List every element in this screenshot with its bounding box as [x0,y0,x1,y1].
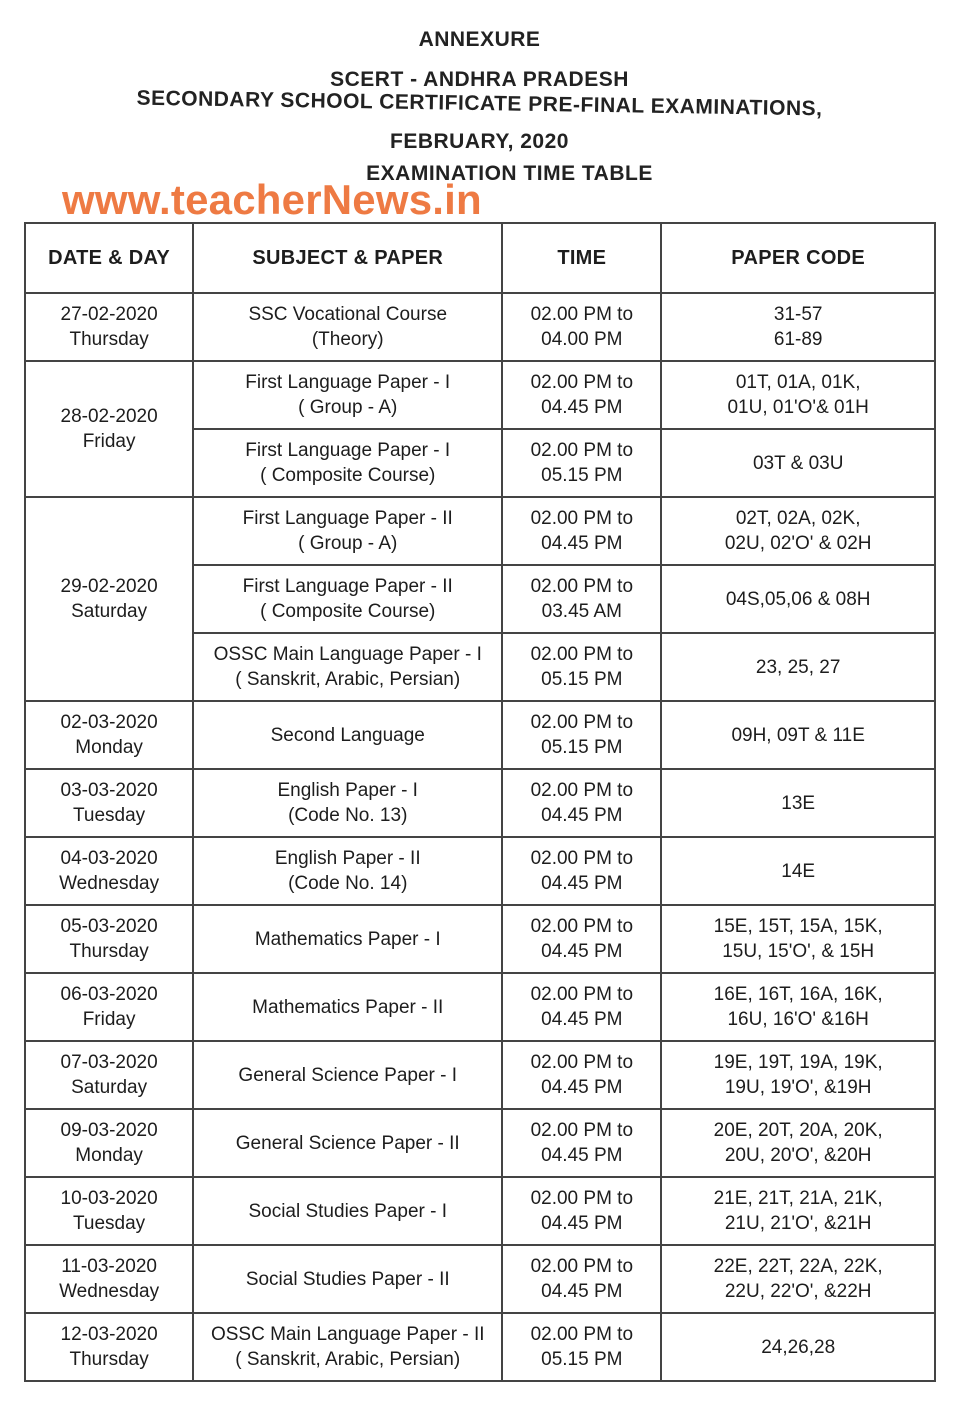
time-cell [502,1313,661,1381]
time-cell-line: 02.00 PM to [530,576,634,597]
subject-cell [193,837,502,905]
subject-cell [193,1041,502,1109]
paper-code-cell-line: 01T, 01A, 01K, [735,372,861,393]
time-cell-line: 04.45 PM [541,1213,623,1234]
subject-cell-line: First Language Paper - I [245,372,451,393]
table-row [25,769,935,837]
subject-cell [193,769,502,837]
subject-cell-line: General Science Paper - I [238,1064,458,1086]
subject-cell-line: First Language Paper - II [242,508,453,529]
time-cell-line: 05.15 PM [541,1349,623,1370]
paper-code-cell-line: 14E [781,860,816,882]
paper-code-cell-line: 16E, 16T, 16A, 16K, [713,984,883,1005]
paper-code-cell-line: 02T, 02A, 02K, [735,508,861,529]
paper-code-cell-line: 61-89 [773,329,823,350]
table-row [25,497,935,565]
table-row [25,837,935,905]
paper-code-cell-line: 20E, 20T, 20A, 20K, [713,1120,883,1141]
subject-cell-line: ( Group - A) [298,533,398,554]
time-cell-line: 03.45 AM [541,601,622,622]
date-day-cell [25,973,193,1041]
date-day-cell [25,1109,193,1177]
subject-cell [193,497,502,565]
exam-timetable [24,222,936,1382]
subject-cell-line: ( Sanskrit, Arabic, Persian) [235,1349,461,1370]
time-cell [502,701,661,769]
subject-cell [193,905,502,973]
subject-cell [193,1313,502,1381]
exam-date: 27-02-2020 [60,304,158,325]
time-cell-line: 02.00 PM to [530,1324,634,1345]
subject-cell-line: Social Studies Paper - I [248,1200,447,1222]
date-day-cell [25,1041,193,1109]
paper-code-cell-line: 13E [781,792,816,814]
subject-cell-line: ( Composite Course) [260,465,436,486]
date-day-cell [25,361,193,497]
paper-code-cell [661,361,935,429]
date-day-cell [25,1177,193,1245]
subject-cell [193,293,502,361]
subject-cell [193,1109,502,1177]
time-cell [502,1041,661,1109]
date-day-cell [25,701,193,769]
time-cell-line: 02.00 PM to [530,1052,634,1073]
paper-code-cell-line: 20U, 20'O', &20H [724,1145,872,1166]
time-cell-line: 04.45 PM [541,873,623,894]
paper-code-cell-line: 21U, 21'O', &21H [724,1213,872,1234]
time-cell-line: 02.00 PM to [530,916,634,937]
time-cell-line: 04.45 PM [541,397,623,418]
subject-cell-line: ( Sanskrit, Arabic, Persian) [235,669,461,690]
subject-cell-line: English Paper - I [277,780,418,801]
time-cell [502,293,661,361]
time-cell [502,565,661,633]
time-cell-line: 04.45 PM [541,1077,623,1098]
column-header-code: PAPER CODE [661,223,935,293]
exam-day: Wednesday [59,873,160,894]
time-cell-line: 04.00 PM [541,329,623,350]
subject-cell-line: English Paper - II [274,848,421,869]
paper-code-cell [661,769,935,837]
exam-date: 11-03-2020 [61,1256,157,1277]
time-cell [502,973,661,1041]
paper-code-cell [661,1313,935,1381]
column-header-subject: SUBJECT & PAPER [193,223,502,293]
exam-day: Thursday [69,1349,149,1370]
paper-code-cell-line: 02U, 02'O' & 02H [724,533,872,554]
time-cell-line: 02.00 PM to [530,1120,634,1141]
paper-code-cell [661,1041,935,1109]
paper-code-cell-line: 16U, 16'O' &16H [727,1009,869,1030]
time-cell [502,1109,661,1177]
time-cell-line: 02.00 PM to [530,712,634,733]
exam-day: Wednesday [59,1281,160,1302]
time-cell [502,837,661,905]
time-cell-line: 02.00 PM to [530,984,634,1005]
subject-cell-line: OSSC Main Language Paper - II [210,1324,485,1345]
time-cell-line: 02.00 PM to [530,780,634,801]
subject-cell-line: Second Language [270,724,425,746]
subject-cell-line: (Theory) [311,329,384,350]
subject-cell-line: Mathematics Paper - II [252,996,444,1018]
exam-date: 02-03-2020 [60,712,158,733]
exam-day: Tuesday [73,1213,146,1234]
subject-cell [193,633,502,701]
paper-code-cell [661,1245,935,1313]
paper-code-cell [661,565,935,633]
exam-day: Tuesday [73,805,146,826]
exam-day: Saturday [71,601,148,622]
exam-date: 03-03-2020 [60,780,158,801]
exam-date: 28-02-2020 [60,406,158,427]
paper-code-cell-line: 19E, 19T, 19A, 19K, [713,1052,883,1073]
paper-code-cell [661,633,935,701]
paper-code-cell-line: 04S,05,06 & 08H [725,588,871,610]
time-cell [502,429,661,497]
paper-code-cell-line: 22U, 22'O', &22H [724,1281,872,1302]
exam-date: 12-03-2020 [60,1324,158,1345]
date-day-cell [25,769,193,837]
paper-code-cell-line: 15E, 15T, 15A, 15K, [713,916,883,937]
date-day-cell [25,837,193,905]
date-day-cell [25,1313,193,1381]
date-day-cell [25,1245,193,1313]
table-row [25,361,935,429]
column-header-time: TIME [502,223,661,293]
table-row [25,1245,935,1313]
table-row [25,973,935,1041]
paper-code-cell-line: 19U, 19'O', &19H [724,1077,872,1098]
paper-code-cell-line: 31-57 [773,304,823,325]
paper-code-cell-line: 03T & 03U [752,452,844,474]
subject-cell [193,361,502,429]
time-cell-line: 02.00 PM to [530,848,634,869]
time-cell-line: 04.45 PM [541,1009,623,1030]
paper-code-cell [661,1109,935,1177]
subject-cell-line: (Code No. 14) [288,873,408,894]
watermark-url: www.teacherNews.in [62,176,482,223]
subject-cell-line: ( Composite Course) [260,601,436,622]
subject-cell-line: First Language Paper - I [245,440,451,461]
time-cell-line: 05.15 PM [541,669,623,690]
time-cell-line: 02.00 PM to [530,372,634,393]
paper-code-cell [661,701,935,769]
exam-day: Friday [82,1009,136,1030]
subject-cell [193,1177,502,1245]
subject-cell-line: ( Group - A) [298,397,398,418]
time-cell-line: 04.45 PM [541,941,623,962]
time-cell [502,361,661,429]
date-day-cell [25,497,193,701]
subject-cell [193,1245,502,1313]
paper-code-cell-line: 15U, 15'O', & 15H [722,941,875,962]
exam-date: 29-02-2020 [60,576,158,597]
subject-cell-line: Mathematics Paper - I [254,928,441,950]
time-cell-line: 02.00 PM to [530,304,634,325]
time-cell [502,1245,661,1313]
time-cell [502,497,661,565]
paper-code-cell [661,497,935,565]
annexure-label: ANNEXURE [418,28,541,51]
paper-code-cell-line: 09H, 09T & 11E [731,724,865,746]
time-cell-line: 02.00 PM to [530,508,634,529]
time-cell-line: 02.00 PM to [530,440,634,461]
table-row [25,701,935,769]
paper-code-cell-line: 23, 25, 27 [755,656,841,678]
subject-cell-line: First Language Paper - II [242,576,453,597]
date-day-cell [25,905,193,973]
paper-code-cell-line: 24,26,28 [761,1336,836,1358]
timetable-body [25,293,935,1381]
paper-code-cell [661,837,935,905]
paper-code-cell [661,973,935,1041]
subject-cell [193,565,502,633]
exam-day: Thursday [69,941,149,962]
paper-code-cell [661,1177,935,1245]
time-cell-line: 05.15 PM [541,465,623,486]
paper-code-cell-line: 01U, 01'O'& 01H [727,397,869,418]
time-cell-line: 04.45 PM [541,1145,623,1166]
subject-cell-line: General Science Paper - II [235,1132,460,1154]
paper-code-cell [661,293,935,361]
subject-cell-line: SSC Vocational Course [248,304,448,325]
exam-day: Monday [75,737,143,758]
exam-date: 09-03-2020 [60,1120,158,1141]
exam-date: 04-03-2020 [60,848,158,869]
exam-date: 07-03-2020 [60,1052,158,1073]
time-cell [502,769,661,837]
table-row [25,293,935,361]
paper-code-cell-line: 21E, 21T, 21A, 21K, [713,1188,883,1209]
subject-cell [193,429,502,497]
time-cell-line: 02.00 PM to [530,1188,634,1209]
table-row [25,1041,935,1109]
organization-title: SCERT - ANDHRA PRADESH [330,68,629,91]
table-header-row [25,223,935,293]
subject-cell-line: Social Studies Paper - II [245,1268,450,1290]
table-row [25,1313,935,1381]
subject-cell-line: OSSC Main Language Paper - I [213,644,482,665]
time-cell-line: 04.45 PM [541,533,623,554]
exam-month: FEBRUARY, 2020 [390,130,569,153]
subject-cell-line: (Code No. 13) [288,805,408,826]
subject-cell [193,701,502,769]
date-day-cell [25,293,193,361]
time-cell [502,1177,661,1245]
time-cell-line: 04.45 PM [541,1281,623,1302]
document-title: EXAMINATION TIME TABLE [366,162,653,185]
time-cell [502,905,661,973]
exam-day: Monday [75,1145,143,1166]
exam-day: Friday [82,431,136,452]
time-cell-line: 02.00 PM to [530,1256,634,1277]
paper-code-cell [661,905,935,973]
exam-date: 10-03-2020 [60,1188,158,1209]
exam-date: 06-03-2020 [60,984,158,1005]
column-header-date: DATE & DAY [25,223,193,293]
exam-date: 05-03-2020 [60,916,158,937]
time-cell [502,633,661,701]
table-row [25,1177,935,1245]
subject-cell [193,973,502,1041]
exam-title: SECONDARY SCHOOL CERTIFICATE PRE-FINAL EXAMINATIONS, [136,86,823,121]
exam-day: Saturday [71,1077,148,1098]
time-cell-line: 04.45 PM [541,805,623,826]
table-row [25,1109,935,1177]
paper-code-cell-line: 22E, 22T, 22A, 22K, [713,1256,883,1277]
exam-day: Thursday [69,329,149,350]
time-cell-line: 02.00 PM to [530,644,634,665]
paper-code-cell [661,429,935,497]
time-cell-line: 05.15 PM [541,737,623,758]
table-row [25,905,935,973]
